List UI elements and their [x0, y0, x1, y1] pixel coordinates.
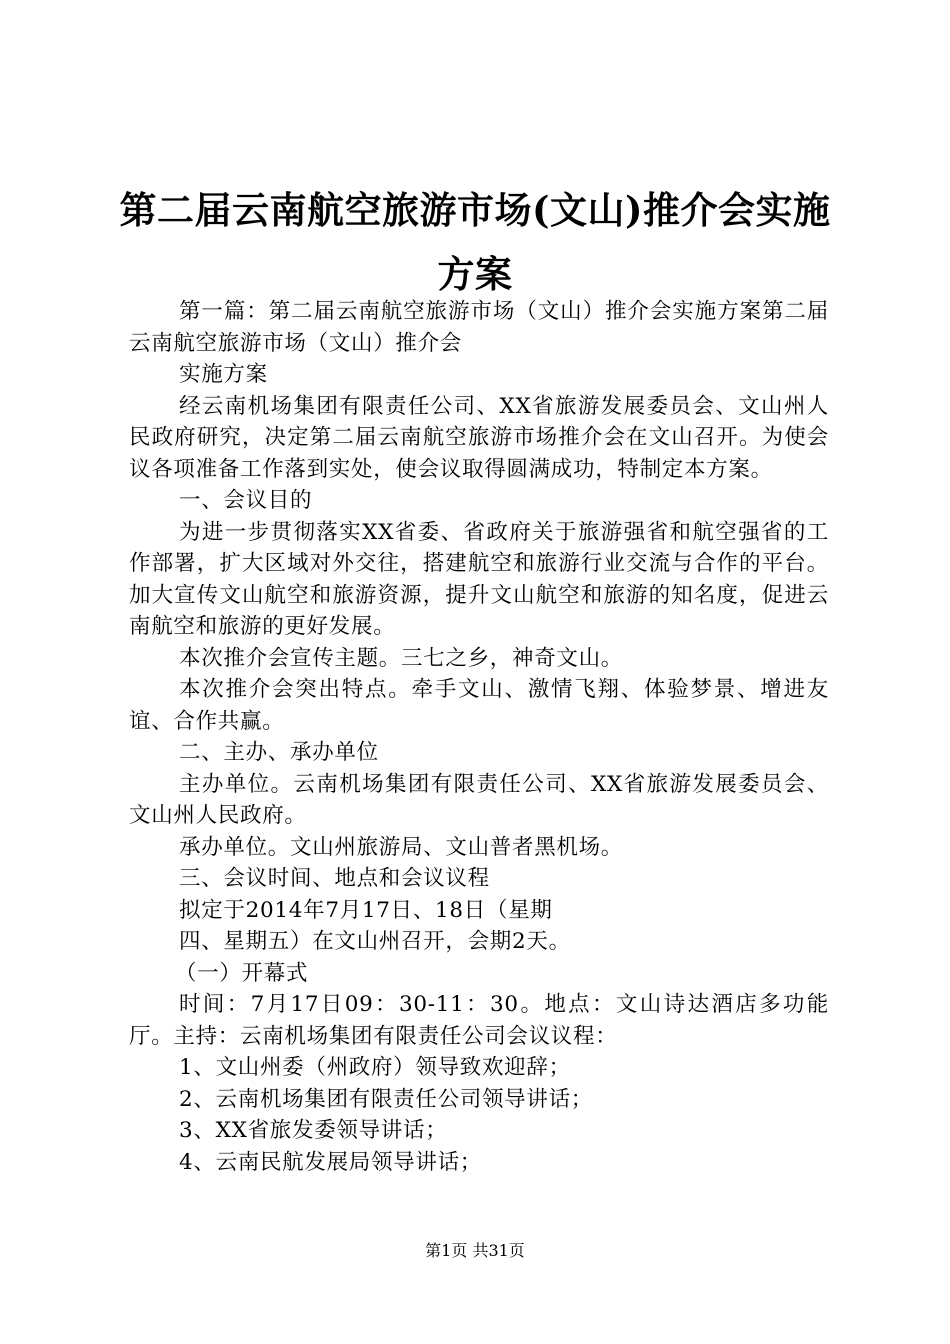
paragraph-date-line-1: 拟定于2014年7月17日、18日（星期 — [179, 897, 553, 923]
paragraph-features: 本次推介会突出特点。牵手文山、激情飞翔、体验梦景、增进友谊、合作共赢。 — [129, 677, 829, 734]
paragraph-purpose: 为进一步贯彻落实XX省委、省政府关于旅游强省和航空强省的工作部署，扩大区域对外交往，搭建航空和旅游行业交流与合作的平台。加大宣传文山航空和旅游资源，提升文山航空和旅游的知名度，促进云南航空和旅游的更好发展。 — [129, 519, 829, 639]
agenda-item: 3、XX省旅发委领导讲话； — [179, 1118, 448, 1143]
paragraph-date-line-2: 四、星期五）在文山州召开，会期2天。 — [179, 929, 571, 954]
section-heading-organizers: 二、主办、承办单位 — [179, 740, 379, 765]
section-heading-schedule: 三、会议时间、地点和会议议程 — [179, 866, 490, 891]
document-title: 第二届云南航空旅游市场(文山)推介会实施方案 — [119, 188, 831, 296]
agenda-item: 2、云南机场集团有限责任公司领导讲话； — [179, 1086, 593, 1112]
paragraph-opening-details: 时间：7月17日09：30-11：30。地点：文山诗达酒店多功能厅。主持：云南机场集团有限责任公司会议议程： — [129, 992, 829, 1049]
paragraph-background: 经云南机场集团有限责任公司、XX省旅游发展委员会、文山州人民政府研究，决定第二届云南航空旅游市场推介会在文山召开。为使会议各项准备工作落到实处，使会议取得圆满成功，特制定本方案。 — [129, 393, 829, 482]
agenda-item: 1、文山州委（州政府）领导致欢迎辞； — [179, 1055, 571, 1080]
subsection-heading-opening: （一）开幕式 — [175, 960, 309, 986]
paragraph-subtitle: 实施方案 — [179, 362, 268, 387]
paragraph-theme: 本次推介会宣传主题。三七之乡，神奇文山。 — [179, 645, 624, 671]
agenda-item: 4、云南民航发展局领导讲话； — [179, 1149, 482, 1175]
paragraph-host: 主办单位。云南机场集团有限责任公司、XX省旅游发展委员会、文山州人民政府。 — [129, 771, 829, 828]
paragraph-organizer: 承办单位。文山州旅游局、文山普者黑机场。 — [179, 834, 624, 860]
paragraph-intro: 第一篇：第二届云南航空旅游市场（文山）推介会实施方案第二届云南航空旅游市场（文山）推介会 — [129, 299, 829, 356]
page-number-footer: 第1页 共31页 — [425, 1241, 525, 1260]
section-heading-purpose: 一、会议目的 — [179, 488, 313, 513]
document-body — [129, 296, 829, 1178]
